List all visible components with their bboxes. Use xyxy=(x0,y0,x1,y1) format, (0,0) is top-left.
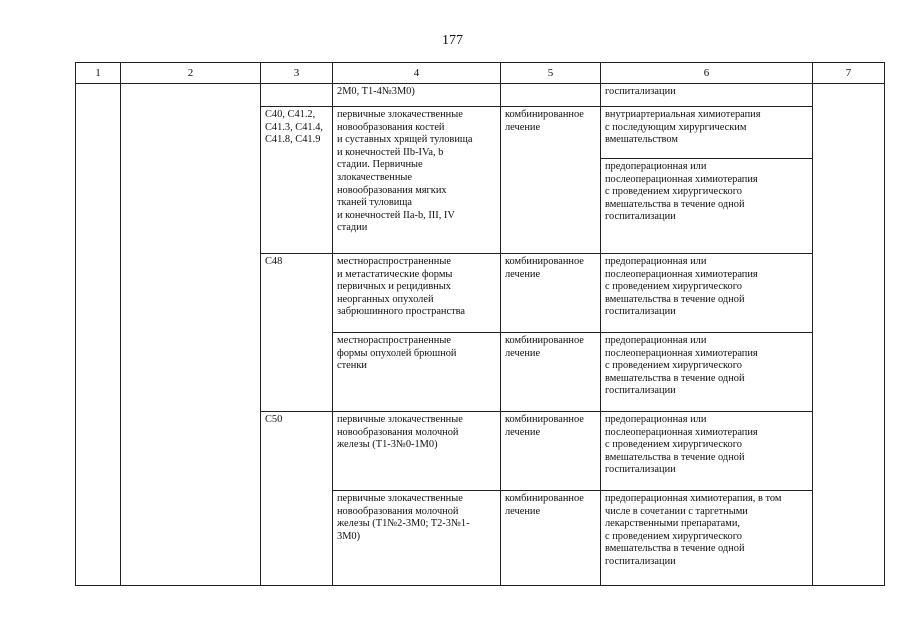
method-cell: предоперационная химиотерапия, в том числе в сочетании с таргетными лекарственными препаратами, с проведением хирургического вмешательства в течение одной госпитализации xyxy=(601,491,813,586)
column-number-3: 3 xyxy=(261,63,333,84)
page-number: 177 xyxy=(442,33,463,48)
column-number-6: 6 xyxy=(601,63,813,84)
codes-cell: C48 xyxy=(261,254,333,412)
method-cell: внутриартериальная химиотерапия с последующим хирургическим вмешательством xyxy=(601,107,813,159)
treatment-cell xyxy=(501,84,601,107)
col2-cell xyxy=(121,84,261,586)
diagnosis-cell: первичные злокачественные новообразования костей и суставных хрящей туловища и конечностей IIb-IVa, b стадии. Первичные злокачественные новообразования мягких тканей туловища и конечностей IIa-b, III, IV стадии xyxy=(333,107,501,254)
method-cell: госпитализации xyxy=(601,84,813,107)
column-number-4: 4 xyxy=(333,63,501,84)
method-cell: предоперационная или послеоперационная химиотерапия с проведением хирургического вмешательства в течение одной госпитализации xyxy=(601,333,813,412)
codes-cell xyxy=(261,84,333,107)
treatment-cell: комбинированное лечение xyxy=(501,491,601,586)
table-row xyxy=(76,84,885,107)
column-number-7: 7 xyxy=(813,63,885,84)
diagnosis-cell: местнораспространенные формы опухолей брюшной стенки xyxy=(333,333,501,412)
method-cell: предоперационная или послеоперационная химиотерапия с проведением хирургического вмешательства в течение одной госпитализации xyxy=(601,254,813,333)
codes-cell: C50 xyxy=(261,412,333,586)
treatment-cell: комбинированное лечение xyxy=(501,107,601,254)
treatment-cell: комбинированное лечение xyxy=(501,254,601,333)
column-number-row xyxy=(76,63,885,84)
diagnosis-cell: первичные злокачественные новообразования молочной железы (T1№2-3M0; T2-3№1- 3M0) xyxy=(333,491,501,586)
column-number-2: 2 xyxy=(121,63,261,84)
diagnosis-cell: местнораспространенные и метастатические формы первичных и рецидивных неорганных опухолей забрюшинного пространства xyxy=(333,254,501,333)
treatment-cell: комбинированное лечение xyxy=(501,333,601,412)
method-cell: предоперационная или послеоперационная химиотерапия с проведением хирургического вмешательства в течение одной госпитализации xyxy=(601,159,813,254)
col7-cell xyxy=(813,84,885,586)
treatment-cell: комбинированное лечение xyxy=(501,412,601,491)
column-number-1: 1 xyxy=(76,63,121,84)
diagnosis-cell: первичные злокачественные новообразования молочной железы (T1-3№0-1M0) xyxy=(333,412,501,491)
method-cell: предоперационная или послеоперационная химиотерапия с проведением хирургического вмешательства в течение одной госпитализации xyxy=(601,412,813,491)
col1-cell xyxy=(76,84,121,586)
codes-cell: C40, C41.2, C41.3, C41.4, C41.8, C41.9 xyxy=(261,107,333,254)
diagnosis-cell: 2M0, T1-4№3M0) xyxy=(333,84,501,107)
medical-care-table xyxy=(75,62,885,586)
column-number-5: 5 xyxy=(501,63,601,84)
